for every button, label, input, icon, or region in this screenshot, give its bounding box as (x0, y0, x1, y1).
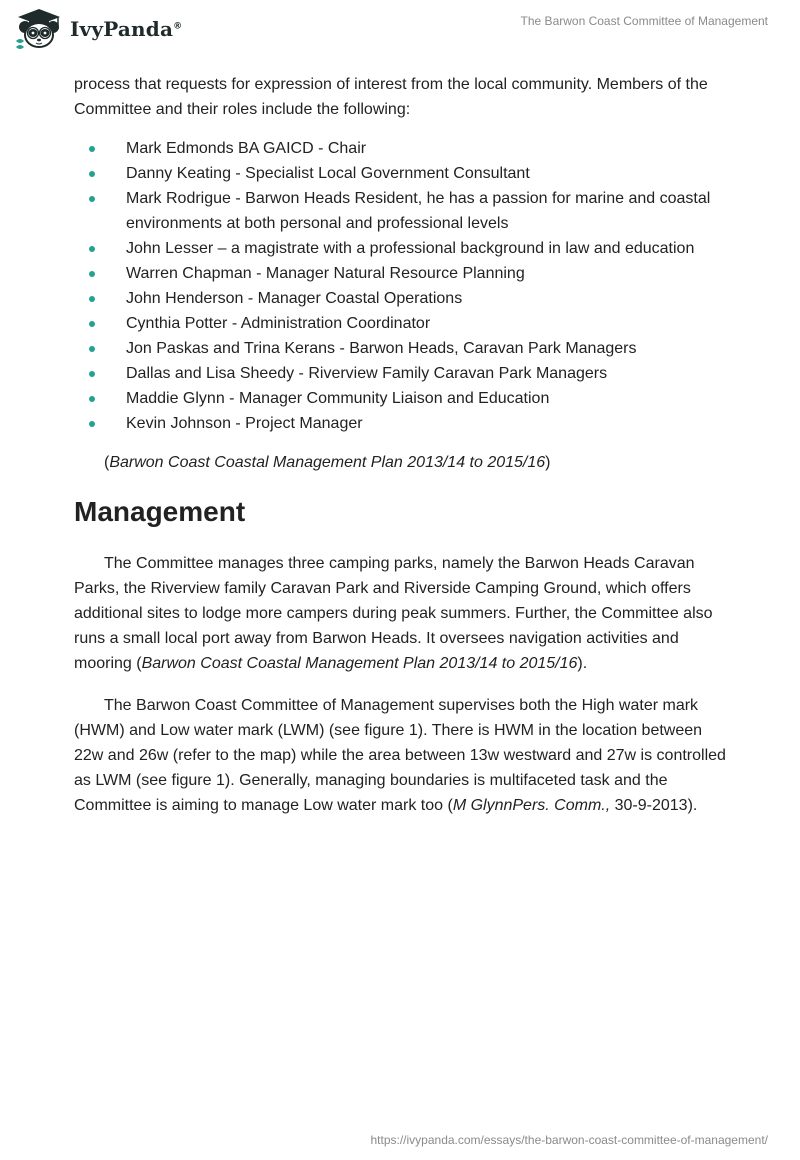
intro-paragraph: process that requests for expression of interest from the local community. Members of the Committee and their roles include the following: (74, 76, 708, 118)
list-item: Dallas and Lisa Sheedy - Riverview Family Caravan Park Managers (74, 361, 734, 386)
bullet-icon (89, 196, 95, 202)
brand-name: IvyPanda® (70, 17, 183, 41)
section-heading-management: Management (74, 496, 246, 527)
list-item: Maddie Glynn - Manager Community Liaison and Education (74, 386, 734, 411)
list-item: Cynthia Potter - Administration Coordinator (74, 311, 734, 336)
list-item: Mark Rodrigue - Barwon Heads Resident, he has a passion for marine and coastal environments at both personal and professional levels (74, 186, 734, 236)
bullet-icon (89, 396, 95, 402)
bullet-icon (89, 346, 95, 352)
bullet-icon (89, 171, 95, 177)
list-item: John Lesser – a magistrate with a professional background in law and education (74, 236, 734, 261)
document-title: The Barwon Coast Committee of Management (520, 14, 768, 28)
bullet-icon (89, 146, 95, 152)
paragraph-citation: M GlynnPers. Comm., (452, 797, 611, 814)
list-item: Mark Edmonds BA GAICD - Chair (74, 136, 734, 161)
list-item: Jon Paskas and Trina Kerans - Barwon Heads, Caravan Park Managers (74, 336, 734, 361)
citation-source: Barwon Coast Coastal Management Plan 2013/14 to 2015/16 (109, 454, 546, 471)
bullet-icon (89, 421, 95, 427)
list-citation: (Barwon Coast Coastal Management Plan 2013/14 to 2015/16) (104, 454, 551, 471)
source-url[interactable]: https://ivypanda.com/essays/the-barwon-coast-committee-of-management/ (370, 1133, 768, 1147)
essay-body (74, 72, 734, 835)
registered-mark: ® (173, 21, 183, 32)
list-item: Warren Chapman - Manager Natural Resource Planning (74, 261, 734, 286)
management-paragraph-1: The Committee manages three camping parks, namely the Barwon Heads Caravan Parks, the Riverview family Caravan Park and Riverside Camping Ground, which offers additional sites to lodge more campers during peak summers. Further, the Committee also runs a small local port away from Barwon Heads. It oversees navigation activities and mooring (Barwon Coast Coastal Management Plan 2013/14 to 2015/16). (74, 555, 713, 672)
list-item: John Henderson - Manager Coastal Operations (74, 286, 734, 311)
page-header (0, 0, 800, 60)
bullet-icon (89, 296, 95, 302)
bullet-icon (89, 321, 95, 327)
bullet-icon (89, 271, 95, 277)
committee-members-list (74, 136, 734, 436)
panda-graduate-icon (14, 7, 64, 51)
bullet-icon (89, 371, 95, 377)
brand-logo[interactable] (14, 7, 182, 51)
management-paragraph-2: The Barwon Coast Committee of Management supervises both the High water mark (HWM) and Low water mark (LWM) (see figure 1). There is HWM in the location between 22w and 26w (refer to the map) while the area between 13w westward and 27w is controlled as LWM (see figure 1). Generally, managing boundaries is multifaceted task and the Committee is aiming to manage Low water mark too (M GlynnPers. Comm., 30-9-2013). (74, 697, 726, 814)
bullet-icon (89, 246, 95, 252)
paragraph-citation: Barwon Coast Coastal Management Plan 2013/14 to 2015/16 (141, 655, 578, 672)
list-item: Danny Keating - Specialist Local Government Consultant (74, 161, 734, 186)
list-item: Kevin Johnson - Project Manager (74, 411, 734, 436)
